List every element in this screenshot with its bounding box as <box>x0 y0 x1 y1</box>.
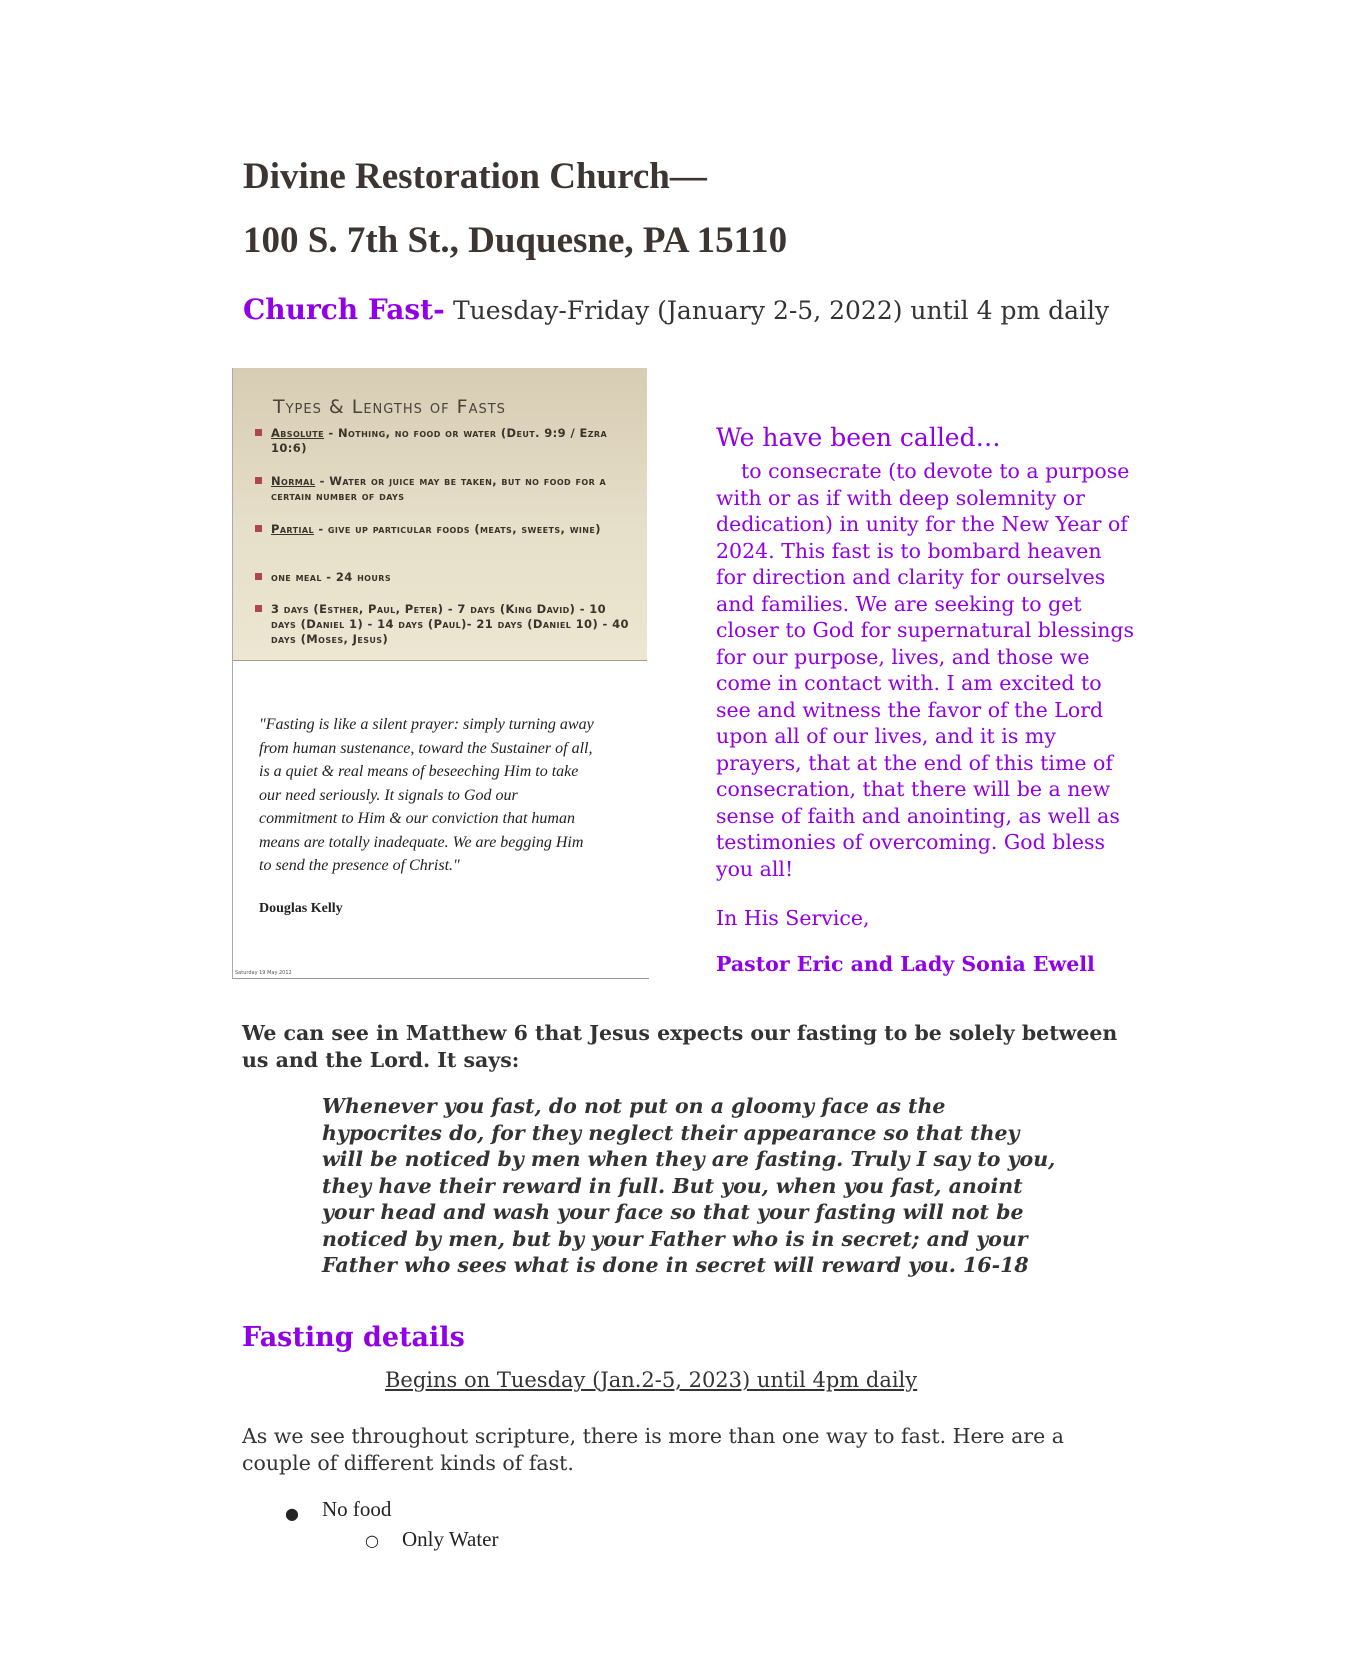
list-item-only-water: Only Water <box>402 1527 499 1551</box>
slide-footer-date: Saturday 19 May 2012 <box>235 970 292 976</box>
slide-quote: "Fasting is like a silent prayer: simply turning away from human sustenance, toward the Sustainer of all, is a quiet & real means of beseeching Him to take our need seriously. It signals to God our commitment to Him & our conviction that human means are totally inadequate. We are begging Him to send the presence of Christ." <box>259 716 594 874</box>
square-bullet-icon <box>255 605 262 612</box>
slide-item-text: 3 days (Esther, Paul, Peter) - 7 days (King David) - 10 days (Daniel 1) - 14 days (Paul)- 21 days (Daniel 10) - 40 days (Moses, Jesus) <box>271 602 629 646</box>
message-signature: Pastor Eric and Lady Sonia Ewell <box>716 952 1095 976</box>
fasting-begins-line: Begins on Tuesday (Jan.2-5, 2023) until 4pm daily <box>385 1368 918 1392</box>
church-address-heading: 100 S. 7th St., Duquesne, PA 15110 <box>243 220 788 261</box>
message-body: to consecrate (to devote to a purpose with or as if with deep solemnity or dedication) in unity for the New Year of 2024. This fast is to bombard heaven for direction and clarity for ourselves and families. We are seeking to get closer to God for supernatural blessings for our purpose, lives, and those we come in contact with. I am excited to see and witness the favor of the Lord upon all of our lives, and it is my prayers, that at the end of this time of consecration, that there will be a new sense of faith and anointing, as well as testimonies of overcoming. God bless you all! <box>716 459 1135 881</box>
slide-item-normal <box>255 474 635 504</box>
slide-item-text: one meal - 24 hours <box>271 570 391 584</box>
slide-quote-author: Douglas Kelly <box>259 901 343 916</box>
church-fast-line <box>243 293 1110 326</box>
list-item-no-food: No food <box>322 1497 392 1521</box>
slide-item-absolute <box>255 426 635 456</box>
message-heading: We have been called… <box>716 423 1001 452</box>
slide-item-text: - give up particular foods (meats, sweets, wine) <box>313 522 601 536</box>
slide-item-one-meal <box>255 570 635 585</box>
slide-item-term: Absolute <box>271 426 324 440</box>
slide-item-partial <box>255 522 635 537</box>
bullet-dot-icon: ● <box>285 1504 299 1523</box>
fasting-slide-image <box>232 368 649 979</box>
square-bullet-icon <box>255 573 262 580</box>
slide-item-durations <box>255 602 635 647</box>
slide-title: Types & Lengths of Fasts <box>273 396 506 418</box>
church-fast-dates: Tuesday-Friday (January 2-5, 2022) until 4 pm daily <box>452 296 1110 325</box>
bullet-circle-icon: ○ <box>365 1531 379 1550</box>
church-fast-label: Church Fast- <box>243 293 445 326</box>
slide-item-term: Partial <box>271 522 314 536</box>
slide-item-term: Normal <box>271 474 316 488</box>
church-name-heading: Divine Restoration Church— <box>243 156 707 197</box>
square-bullet-icon <box>255 525 262 532</box>
message-signoff: In His Service, <box>716 906 870 930</box>
fasting-intro-paragraph: As we see throughout scripture, there is more than one way to fast. Here are a couple of different kinds of fast. <box>242 1424 1064 1475</box>
slide-item-text: - Nothing, no food or water (Deut. 9:9 / Ezra 10:6) <box>271 426 608 455</box>
slide-types-panel <box>233 368 647 661</box>
matthew-intro-paragraph: We can see in Matthew 6 that Jesus expects our fasting to be solely between us and the Lord. It says: <box>242 1021 1118 1072</box>
square-bullet-icon <box>255 429 262 436</box>
matthew-scripture-quote: Whenever you fast, do not put on a gloomy face as the hypocrites do, for they neglect their appearance so that they will be noticed by men when they are fasting. Truly I say to you, they have their reward in full. But you, when you fast, anoint your head and wash your face so that your fasting will not be noticed by men, but by your Father who is in secret; and your Father who sees what is done in secret will reward you. 16-18 <box>322 1094 1056 1277</box>
fasting-details-heading: Fasting details <box>242 1322 465 1353</box>
slide-item-text: - Water or juice may be taken, but no food for a certain number of days <box>271 474 607 503</box>
square-bullet-icon <box>255 477 262 484</box>
